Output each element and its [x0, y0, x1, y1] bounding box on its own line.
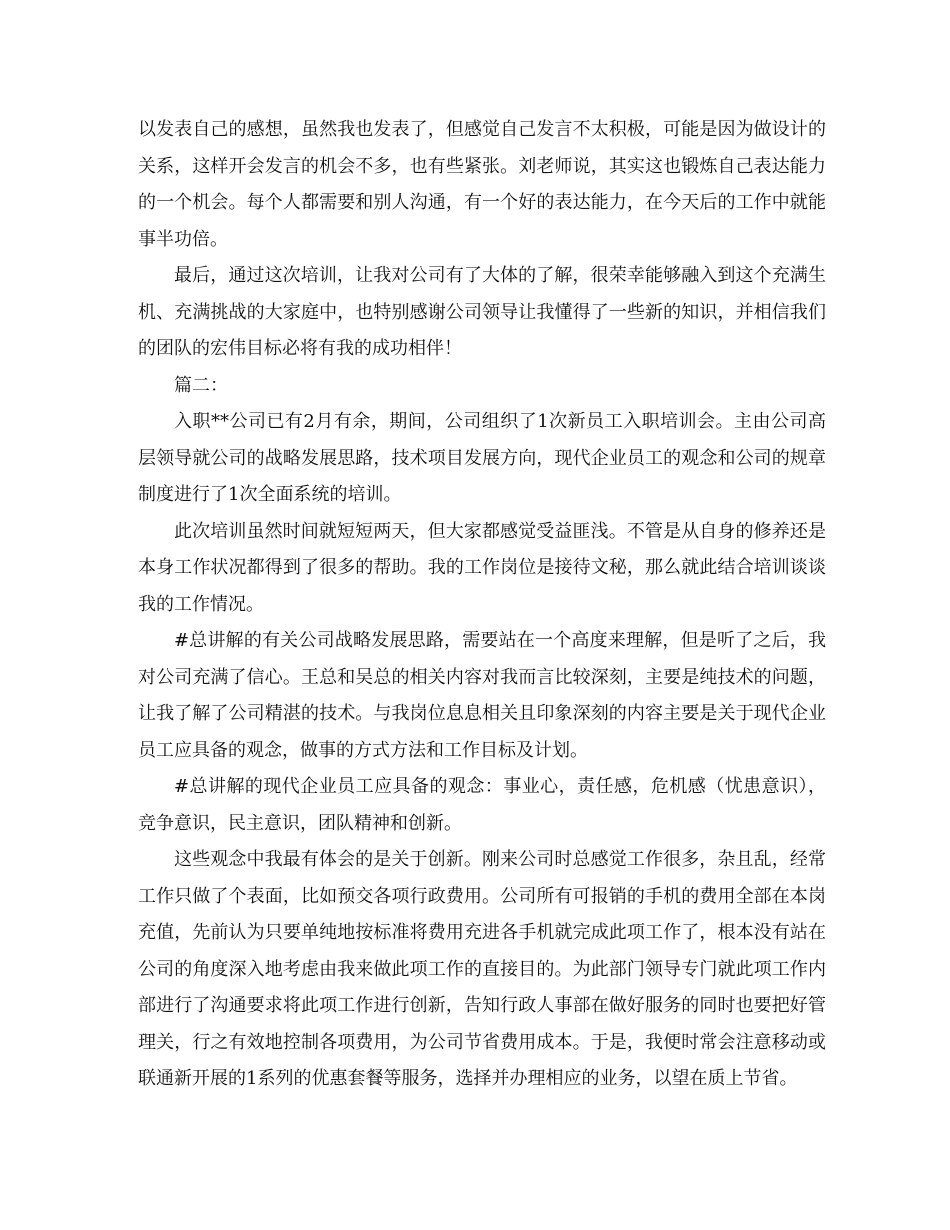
paragraph-training: 此次培训虽然时间就短短两天，但大家都感觉受益匪浅。不管是从自身的修养还是本身工作状况都得到了很多的帮助。我的工作岗位是接待文秘，那么就此结合培训谈谈我的工作情况。 [138, 520, 826, 615]
document-body [138, 112, 826, 1098]
paragraph-continuation: 以发表自己的感想，虽然我也发表了，但感觉自己发言不太积极，可能是因为做设计的关系，这样开会发言的机会不多，也有些紧张。刘老师说，其实这也锻炼自己表达能力的一个机会。每个人都需要和别人沟通，有一个好的表达能力，在今天后的工作中就能事半功倍。 [138, 119, 826, 250]
paragraph-conclusion: 最后，通过这次培训，让我对公司有了大体的了解，很荣幸能够融入到这个充满生机、充满挑战的大家庭中，也特别感谢公司领导让我懂得了一些新的知识，并相信我们的团队的宏伟目标必将有我的成功相伴！ [138, 265, 826, 359]
paragraph-intro: 入职**公司已有2月有余，期间，公司组织了1次新员工入职培训会。主由公司高层领导就公司的战略发展思路，技术项目发展方向，现代企业员工的观念和公司的规章制度进行了1次全面系统的培训。 [138, 411, 826, 505]
section-heading: 篇二： [174, 374, 228, 396]
paragraph-concepts: #总讲解的现代企业员工应具备的观念：事业心，责任感，危机感（忧患意识），竞争意识，民主意识，团队精神和创新。 [138, 776, 826, 834]
paragraph-strategy: #总讲解的有关公司战略发展思路，需要站在一个高度来理解，但是听了之后，我对公司充满了信心。王总和吴总的相关内容对我而言比较深刻，主要是纯技术的问题，让我了解了公司精湛的技术。与我岗位息息相关且印象深刻的内容主要是关于现代企业员工应具备的观念，做事的方式方法和工作目标及计划。 [138, 630, 826, 761]
paragraph-innovation: 这些观念中我最有体会的是关于创新。刚来公司时总感觉工作很多，杂且乱，经常工作只做了个表面，比如预交各项行政费用。公司所有可报销的手机的费用全部在本岗充值，先前认为只要单纯地按标准将费用充进各手机就完成此项工作了，根本没有站在公司的角度深入地考虑由我来做此项工作的直接目的。为此部门领导专门就此项工作内部进行了沟通要求将此项工作进行创新，告知行政人事部在做好服务的同时也要把好管理关，行之有效地控制各项费用，为公司节省费用成本。于是，我便时常会注意移动或联通新开展的1系列的优惠套餐等服务，选择并办理相应的业务，以望在质上节省。 [138, 849, 826, 1089]
